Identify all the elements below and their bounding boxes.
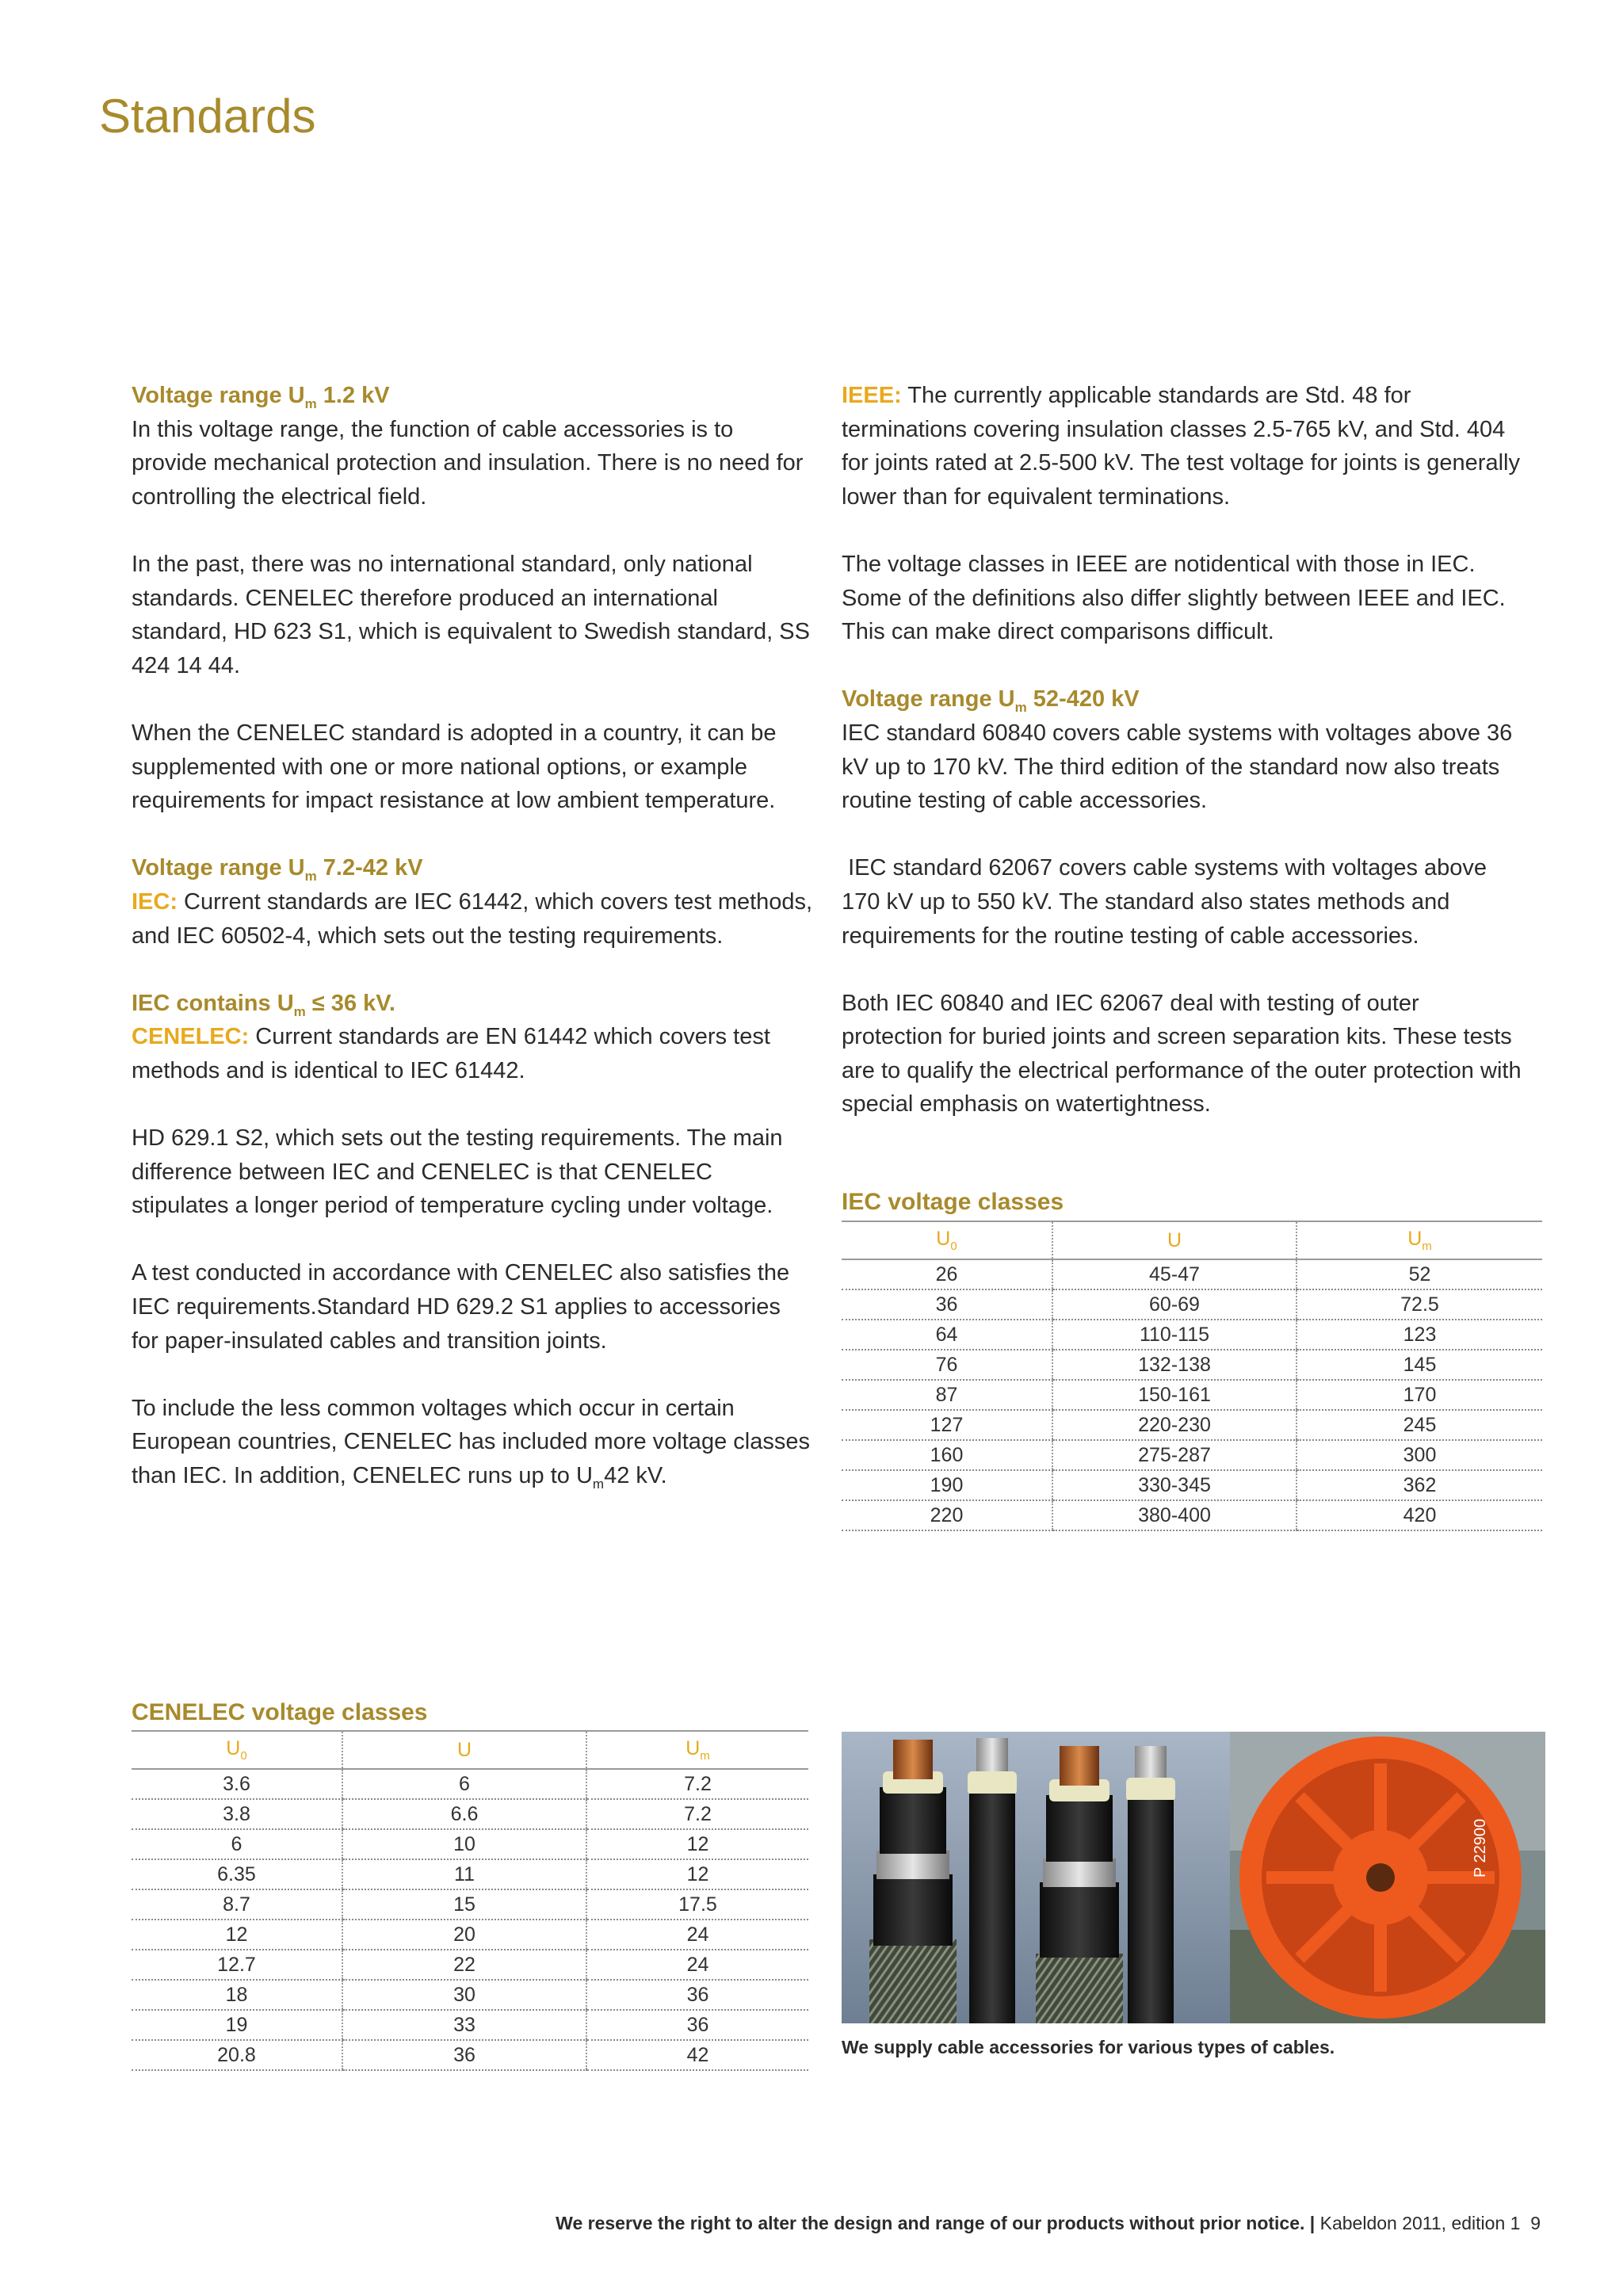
table-cell: 220-230 xyxy=(1052,1410,1296,1440)
paragraph: In the past, there was no international standard, only national standards. CENELEC therefore produced an international standard, HD 623 S1, which is equivalent to Swedish standard, SS 424 14 44. xyxy=(132,551,810,678)
table-cell: 7.2 xyxy=(586,1799,808,1829)
table-cell: 72.5 xyxy=(1296,1289,1542,1320)
right-column xyxy=(842,379,1523,1121)
paragraph: IEC standard 60840 covers cable systems with voltages above 36 kV up to 170 kV. The third edition of the standard now also treats routine testing of cable accessories. xyxy=(842,720,1513,814)
cenelec-voltage-classes-table xyxy=(132,1730,808,2071)
paragraph-iec: IEC: Current standards are IEC 61442, which covers test methods, and IEC 60502-4, which sets out the testing requirements. xyxy=(132,888,813,949)
cenelec-label: CENELEC: xyxy=(132,1024,250,1050)
table-cell: 17.5 xyxy=(586,1889,808,1920)
cenelec-table-title: CENELEC voltage classes xyxy=(132,1699,428,1725)
table-cell: 33 xyxy=(342,2010,586,2040)
table-cell: 7.2 xyxy=(586,1769,808,1799)
table-cell: 12 xyxy=(586,1829,808,1859)
table-cell: 145 xyxy=(1296,1350,1542,1380)
table-cell: 36 xyxy=(342,2040,586,2070)
iec-voltage-classes-table xyxy=(842,1221,1542,1531)
footer-edition: Kabeldon 2011, edition 1 xyxy=(1319,2213,1521,2233)
table-cell: 275-287 xyxy=(1052,1440,1296,1470)
paragraph: To include the less common voltages which occur in certain European countries, CENELEC has included more voltage classes than IEC. In addition, CENELEC runs up to $U_m42$ kV. xyxy=(132,1395,810,1492)
table-cell: 3.8 xyxy=(132,1799,342,1829)
heading-voltage-range-7-2-42kv: Voltage range $U_m$ 7.2-42 kV xyxy=(132,855,423,884)
table-row xyxy=(842,1470,1542,1500)
table-row xyxy=(842,1500,1542,1530)
table-cell: 19 xyxy=(132,2010,342,2040)
table-row xyxy=(132,1950,808,1980)
left-column xyxy=(132,379,813,1493)
table-cell: 132-138 xyxy=(1052,1350,1296,1380)
table-cell: 12.7 xyxy=(132,1950,342,1980)
table-cell: 64 xyxy=(842,1320,1052,1350)
paragraph: When the CENELEC standard is adopted in a country, it can be supplemented with one or more national options, or example requirements for impact resistance at low ambient temperature. xyxy=(132,720,777,814)
ieee-label: IEEE: xyxy=(842,383,902,408)
table-cell: 15 xyxy=(342,1889,586,1920)
paragraph: A test conducted in accordance with CENELEC also satisfies the IEC requirements.Standard HD 629.2 S1 applies to accessories for paper-insulated cables and transition joints. xyxy=(132,1260,790,1354)
table-header-row xyxy=(842,1221,1542,1259)
drum-label: P 22900 xyxy=(1472,1818,1489,1878)
table-cell: 6.6 xyxy=(342,1799,586,1829)
table-row xyxy=(842,1440,1542,1470)
table-cell: 8.7 xyxy=(132,1889,342,1920)
table-row xyxy=(132,1829,808,1859)
cable-photo xyxy=(842,1732,1545,2023)
table-row xyxy=(132,1980,808,2010)
table-cell: 26 xyxy=(842,1259,1052,1289)
table-cell: 42 xyxy=(586,2040,808,2070)
iec-table-title: IEC voltage classes xyxy=(842,1189,1064,1215)
paragraph: In this voltage range, the function of cable accessories is to provide mechanical protection and insulation. There is no need for controlling the electrical field. xyxy=(132,416,804,510)
table-cell: 12 xyxy=(132,1920,342,1950)
table-cell: 300 xyxy=(1296,1440,1542,1470)
table-cell: 6.35 xyxy=(132,1859,342,1889)
table-cell: 123 xyxy=(1296,1320,1542,1350)
cable-drum xyxy=(1239,1736,1522,2019)
heading-voltage-range-52-420kv: Voltage range $U_m$ 52-420 kV xyxy=(842,686,1140,716)
table-cell: 36 xyxy=(586,2010,808,2040)
footer-notice: We reserve the right to alter the design and range of our products without prior notice. xyxy=(556,2213,1305,2233)
paragraph: Both IEC 60840 and IEC 62067 deal with testing of outer protection for buried joints and screen separation kits. These tests are to qualify the electrical performance of the outer protection with special emphasis on watertightness. xyxy=(842,990,1522,1117)
table-cell: 10 xyxy=(342,1829,586,1859)
table-cell: 6 xyxy=(132,1829,342,1859)
table-cell: 3.6 xyxy=(132,1769,342,1799)
table-row xyxy=(132,1769,808,1799)
table-row xyxy=(132,1889,808,1920)
table-row xyxy=(842,1259,1542,1289)
table-header-row xyxy=(132,1731,808,1769)
table-cell: 150-161 xyxy=(1052,1380,1296,1410)
footer-separator: | xyxy=(1304,2213,1320,2233)
table-row xyxy=(132,2010,808,2040)
column-header: U xyxy=(1052,1221,1296,1259)
table-row xyxy=(842,1410,1542,1440)
table-cell: 20.8 xyxy=(132,2040,342,2070)
heading-voltage-range-1-2kv: Voltage range $U_m$ 1.2 kV xyxy=(132,383,390,411)
column-header: $U_0$ xyxy=(132,1731,342,1769)
table-cell: 36 xyxy=(586,1980,808,2010)
table-row xyxy=(132,1920,808,1950)
column-header: U xyxy=(342,1731,586,1769)
iec-label: IEC: xyxy=(132,888,178,915)
page-title: Standards xyxy=(99,90,316,143)
table-cell: 160 xyxy=(842,1440,1052,1470)
table-cell: 110-115 xyxy=(1052,1320,1296,1350)
table-cell: 127 xyxy=(842,1410,1052,1440)
heading-iec-contains: IEC contains $U_m \le 36$ kV. xyxy=(132,990,395,1019)
table-row xyxy=(132,2040,808,2070)
paragraph: HD 629.1 S2, which sets out the testing requirements. The main difference between IEC and CENELEC is that CENELEC stipulates a longer period of temperature cycling under voltage. xyxy=(132,1125,783,1219)
table-cell: 45-47 xyxy=(1052,1259,1296,1289)
table-cell: 24 xyxy=(586,1920,808,1950)
table-row xyxy=(842,1289,1542,1320)
table-cell: 420 xyxy=(1296,1500,1542,1530)
table-cell: 20 xyxy=(342,1920,586,1950)
table-cell: 22 xyxy=(342,1950,586,1980)
table-cell: 60-69 xyxy=(1052,1289,1296,1320)
photo-caption: We supply cable accessories for various types of cables. xyxy=(842,2037,1335,2057)
table-row xyxy=(132,1859,808,1889)
table-cell: 87 xyxy=(842,1380,1052,1410)
column-header: $U_0$ xyxy=(842,1221,1052,1259)
footer xyxy=(556,2213,1541,2234)
table-cell: 76 xyxy=(842,1350,1052,1380)
table-row xyxy=(842,1350,1542,1380)
table-cell: 362 xyxy=(1296,1470,1542,1500)
table-row xyxy=(842,1380,1542,1410)
paragraph-cenelec: CENELEC: Current standards are EN 61442 which covers test methods and is identical to IEC 61442. xyxy=(132,1024,770,1083)
table-cell: 220 xyxy=(842,1500,1052,1530)
table-cell: 11 xyxy=(342,1859,586,1889)
table-cell: 52 xyxy=(1296,1259,1542,1289)
table-cell: 18 xyxy=(132,1980,342,2010)
column-header: $U_m$ xyxy=(1296,1221,1542,1259)
table-cell: 170 xyxy=(1296,1380,1542,1410)
paragraph: IEC standard 62067 covers cable systems with voltages above 170 kV up to 550 kV. The standard also states methods and requirements for the routine testing of cable accessories. xyxy=(842,855,1494,949)
table-cell: 380-400 xyxy=(1052,1500,1296,1530)
table-cell: 190 xyxy=(842,1470,1052,1500)
table-cell: 36 xyxy=(842,1289,1052,1320)
page-number: 9 xyxy=(1530,2213,1541,2233)
table-cell: 30 xyxy=(342,1980,586,2010)
table-cell: 24 xyxy=(586,1950,808,1980)
table-row xyxy=(132,1799,808,1829)
table-cell: 330-345 xyxy=(1052,1470,1296,1500)
paragraph-ieee: IEEE: The currently applicable standards are Std. 48 for terminations covering insulation classes 2.5-765 kV, and Std. 404 for joints rated at 2.5-500 kV. The test voltage for joints is generally lower than for equivalent terminations. xyxy=(842,383,1520,510)
table-cell: 245 xyxy=(1296,1410,1542,1440)
table-cell: 12 xyxy=(586,1859,808,1889)
paragraph: The voltage classes in IEEE are notidentical with those in IEC. Some of the definitions also differ slightly between IEEE and IEC. This can make direct comparisons difficult. xyxy=(842,551,1506,645)
table-cell: 6 xyxy=(342,1769,586,1799)
column-header: $U_m$ xyxy=(586,1731,808,1769)
table-row xyxy=(842,1320,1542,1350)
